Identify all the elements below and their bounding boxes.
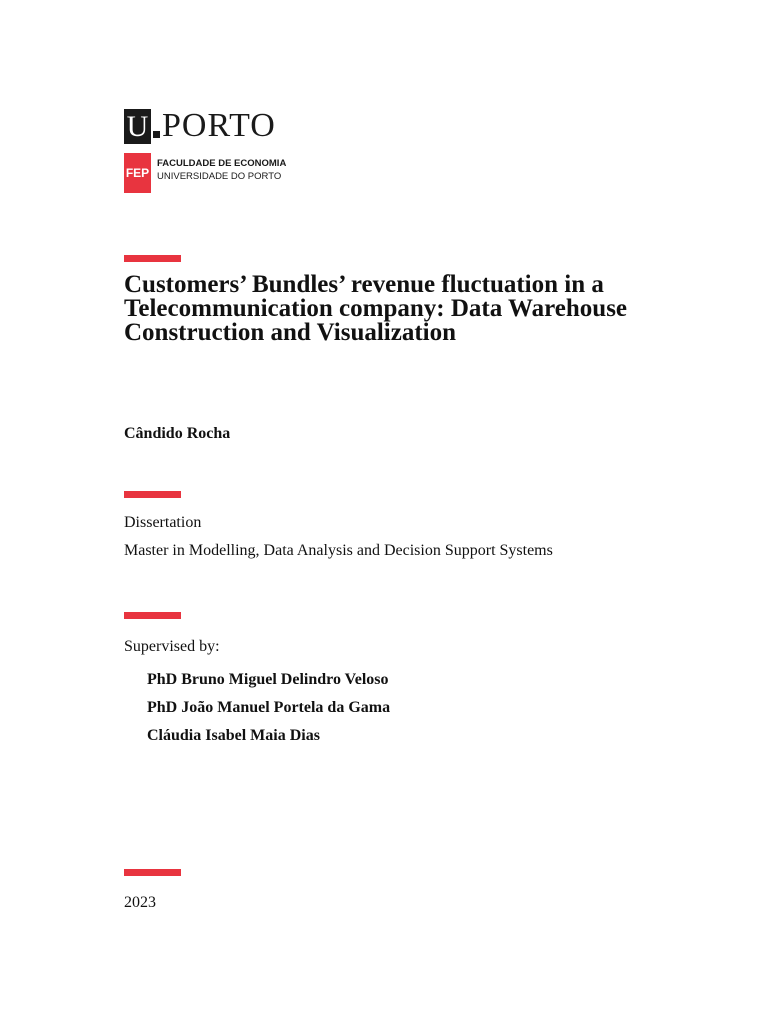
supervisor-name: Cláudia Isabel Maia Dias (147, 727, 320, 744)
supervisor-name: PhD Bruno Miguel Delindro Veloso (147, 671, 389, 688)
university-logo (124, 109, 324, 193)
author-name: Cândido Rocha (124, 425, 231, 442)
accent-bar (124, 869, 181, 876)
logo-fep-badge: FEP (124, 153, 151, 193)
logo-university-text: UNIVERSIDADE DO PORTO (157, 171, 282, 182)
supervised-by-label: Supervised by: (124, 638, 220, 655)
publication-year: 2023 (124, 894, 156, 911)
thesis-title: Customers’ Bundles’ revenue fluctuation in a Telecommunication company: Data Warehouse Construction and Visualization (124, 271, 628, 346)
program-name: Master in Modelling, Data Analysis and Decision Support Systems (124, 542, 553, 559)
logo-porto-text: PORTO (162, 107, 276, 144)
accent-bar (124, 255, 181, 262)
logo-dot (153, 131, 160, 138)
accent-bar (124, 612, 181, 619)
accent-bar (124, 491, 181, 498)
supervisor-list (147, 666, 390, 750)
logo-u-mark: U (124, 109, 151, 144)
logo-faculty-text: FACULDADE DE ECONOMIA (157, 158, 287, 169)
document-type: Dissertation (124, 514, 202, 531)
supervisor-name: PhD João Manuel Portela da Gama (147, 699, 391, 716)
